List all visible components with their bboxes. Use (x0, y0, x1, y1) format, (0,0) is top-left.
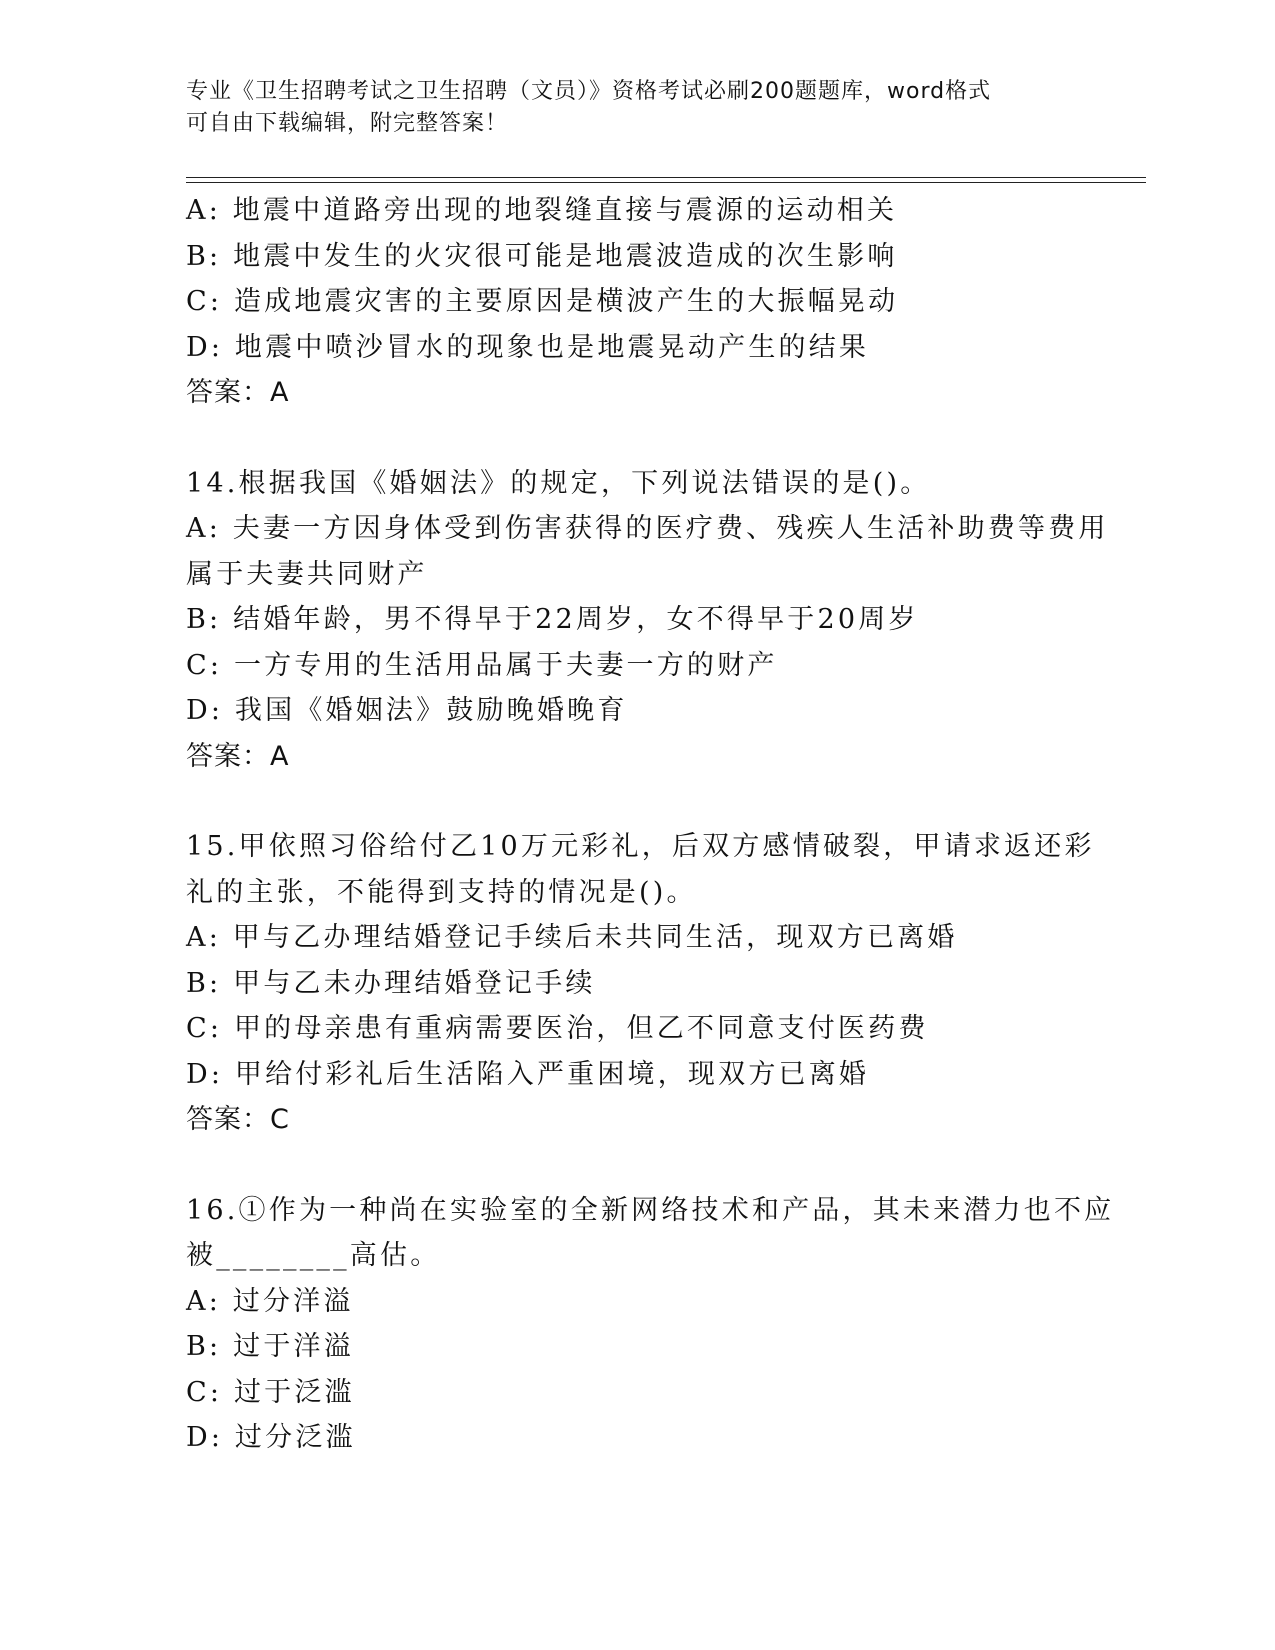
q13-option-b: B: 地震中发生的火灾很可能是地震波造成的次生影响 (186, 240, 898, 272)
q16-stem-line-1: 16.①作为一种尚在实验室的全新网络技术和产品，其未来潜力也不应 (186, 1194, 1115, 1226)
q14-option-d: D: 我国《婚姻法》鼓励晚婚晚育 (186, 695, 628, 726)
q15-option-d: D: 甲给付彩礼后生活陷入严重困境，现双方已离婚 (186, 1058, 870, 1090)
q14-option-a-line-2: 属于夫妻共同财产 (186, 558, 428, 590)
q14-option-a-line-1: A: 夫妻一方因身体受到伤害获得的医疗费、残疾人生活补助费等费用 (186, 513, 1109, 544)
q13-answer: 答案：A (186, 377, 290, 408)
q16-stem-line-2: 被________高估。 (186, 1240, 441, 1271)
q16-option-c: C: 过于泛滥 (186, 1376, 355, 1408)
q14-stem: 14.根据我国《婚姻法》的规定，下列说法错误的是()。 (186, 467, 931, 499)
q16-option-d: D: 过分泛滥 (186, 1422, 356, 1453)
q16-option-a: A: 过分洋溢 (186, 1285, 354, 1317)
document-header (186, 76, 1086, 140)
header-divider-bottom (186, 182, 1146, 183)
q13-option-a: A: 地震中道路旁出现的地裂缝直接与震源的运动相关 (186, 195, 898, 226)
question-15-block (186, 824, 1126, 1143)
q14-answer: 答案：A (186, 740, 290, 772)
q15-option-c: C: 甲的母亲患有重病需要医治，但乙不同意支付医药费 (186, 1013, 929, 1044)
q15-option-a: A: 甲与乙办理结婚登记手续后未共同生活，现双方已离婚 (186, 922, 958, 953)
q15-stem-line-2: 礼的主张，不能得到支持的情况是()。 (186, 876, 697, 908)
q15-stem-line-1: 15.甲依照习俗给付乙10万元彩礼，后双方感情破裂，甲请求返还彩 (186, 831, 1095, 862)
header-title-line-1: 专业《卫生招聘考试之卫生招聘（文员）》资格考试必刷200题题库，word格式 (186, 79, 992, 104)
question-13-block (186, 188, 1126, 416)
q15-option-b: B: 甲与乙未办理结婚登记手续 (186, 967, 596, 999)
question-16-block (186, 1188, 1126, 1461)
q15-answer: 答案：C (186, 1104, 290, 1135)
header-divider-top (186, 177, 1146, 178)
header-title-line-2: 可自由下载编辑，附完整答案！ (186, 111, 509, 136)
q13-option-c: C: 造成地震灾害的主要原因是横波产生的大振幅晃动 (186, 286, 899, 317)
q14-option-b: B: 结婚年龄，男不得早于22周岁，女不得早于20周岁 (186, 604, 919, 635)
question-14-block (186, 461, 1126, 780)
q13-option-d: D: 地震中喷沙冒水的现象也是地震晃动产生的结果 (186, 331, 870, 363)
question-content (186, 188, 1126, 1461)
q14-option-c: C: 一方专用的生活用品属于夫妻一方的财产 (186, 649, 778, 681)
q16-option-b: B: 过于洋溢 (186, 1331, 354, 1362)
